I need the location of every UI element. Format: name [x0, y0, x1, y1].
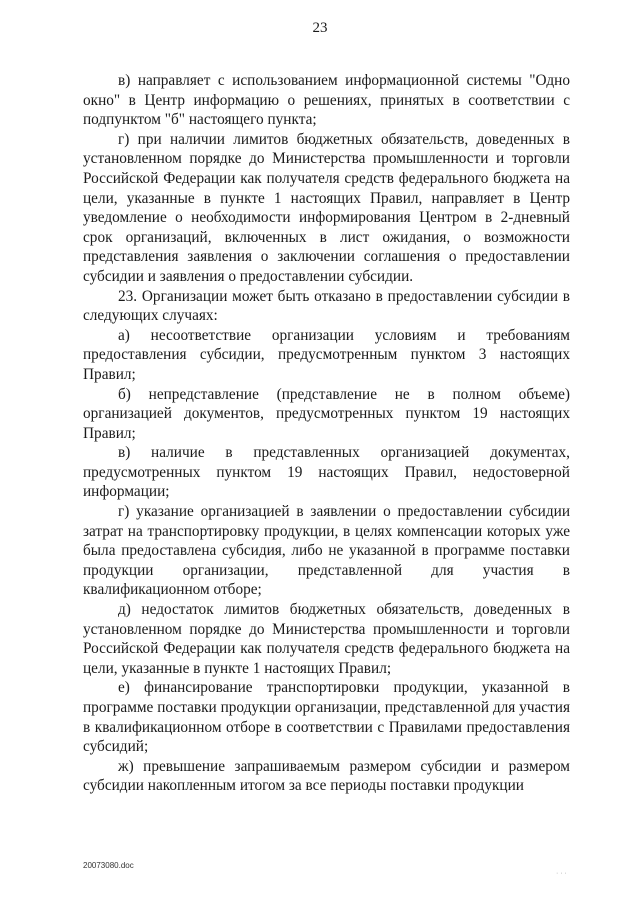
paragraph-a-nonconformity: а) несоответствие организации условиям и требованиям предоставления субсидии, предусмотренным пунктом 3 настоящих Правил; [83, 326, 570, 383]
paragraph-zh-excess-amount: ж) превышение запрашиваемым размером субсидии и размером субсидии накопленным итогом за все периоды поставки продукции [83, 757, 570, 795]
page-number: 23 [312, 20, 328, 36]
paragraph-d-insufficient-limits: д) недостаток лимитов бюджетных обязательств, доведенных в установленном порядке до Министерства промышленности и торговли Российской Федерации как получателя средств федерального бюджета на цели, указанные в пункте 1 настоящих Правил; [83, 601, 570, 677]
footer-filename: 20073080.doc [83, 861, 134, 870]
document-body [83, 71, 570, 796]
paragraph-b-missing-documents: б) непредставление (представление не в полном объеме) организацией документов, предусмотренных пунктом 19 настоящих Правил; [83, 385, 570, 442]
paragraph-v-send-info: в) направляет с использованием информационной системы "Одно окно" в Центр информацию о решениях, принятых в соответствии с подпунктом "б" настоящего пункта; [83, 72, 570, 129]
paragraph-g-limits-notify: г) при наличии лимитов бюджетных обязательств, доведенных в установленном порядке до Министерства промышленности и торговли Российской Федерации как получателя средств федерального бюджета на цели, указанные в пункте 1 настоящих Правил, направляет в Центр уведомление о необходимости информирования Центром в 2-дневный срок организаций, включенных в лист ожидания, о возможности представления заявления о заключении соглашения о предоставлении субсидии и заявления о предоставлении субсидии. [83, 130, 570, 285]
paragraph-v-false-information: в) наличие в представленных организацией документах, предусмотренных пунктом 19 настоящих Правил, недостоверной информации; [83, 444, 570, 501]
paragraph-g-costs-indicated: г) указание организацией в заявлении о предоставлении субсидии затрат на транспортировку продукции, в целях компенсации которых уже была предоставлена субсидия, либо не указанной в программе поставки продукции организации, представленной для участия в квалификационном отборе; [83, 503, 570, 599]
paragraph-23-refusal-grounds: 23. Организации может быть отказано в предоставлении субсидии в следующих случаях: [83, 287, 570, 325]
footer-mark: · · · [556, 870, 567, 877]
paragraph-e-financing-transport: е) финансирование транспортировки продукции, указанной в программе поставки продукции организации, представленной для участия в квалификационном отборе в соответствии с Правилами предоставления субсидий; [83, 679, 570, 756]
